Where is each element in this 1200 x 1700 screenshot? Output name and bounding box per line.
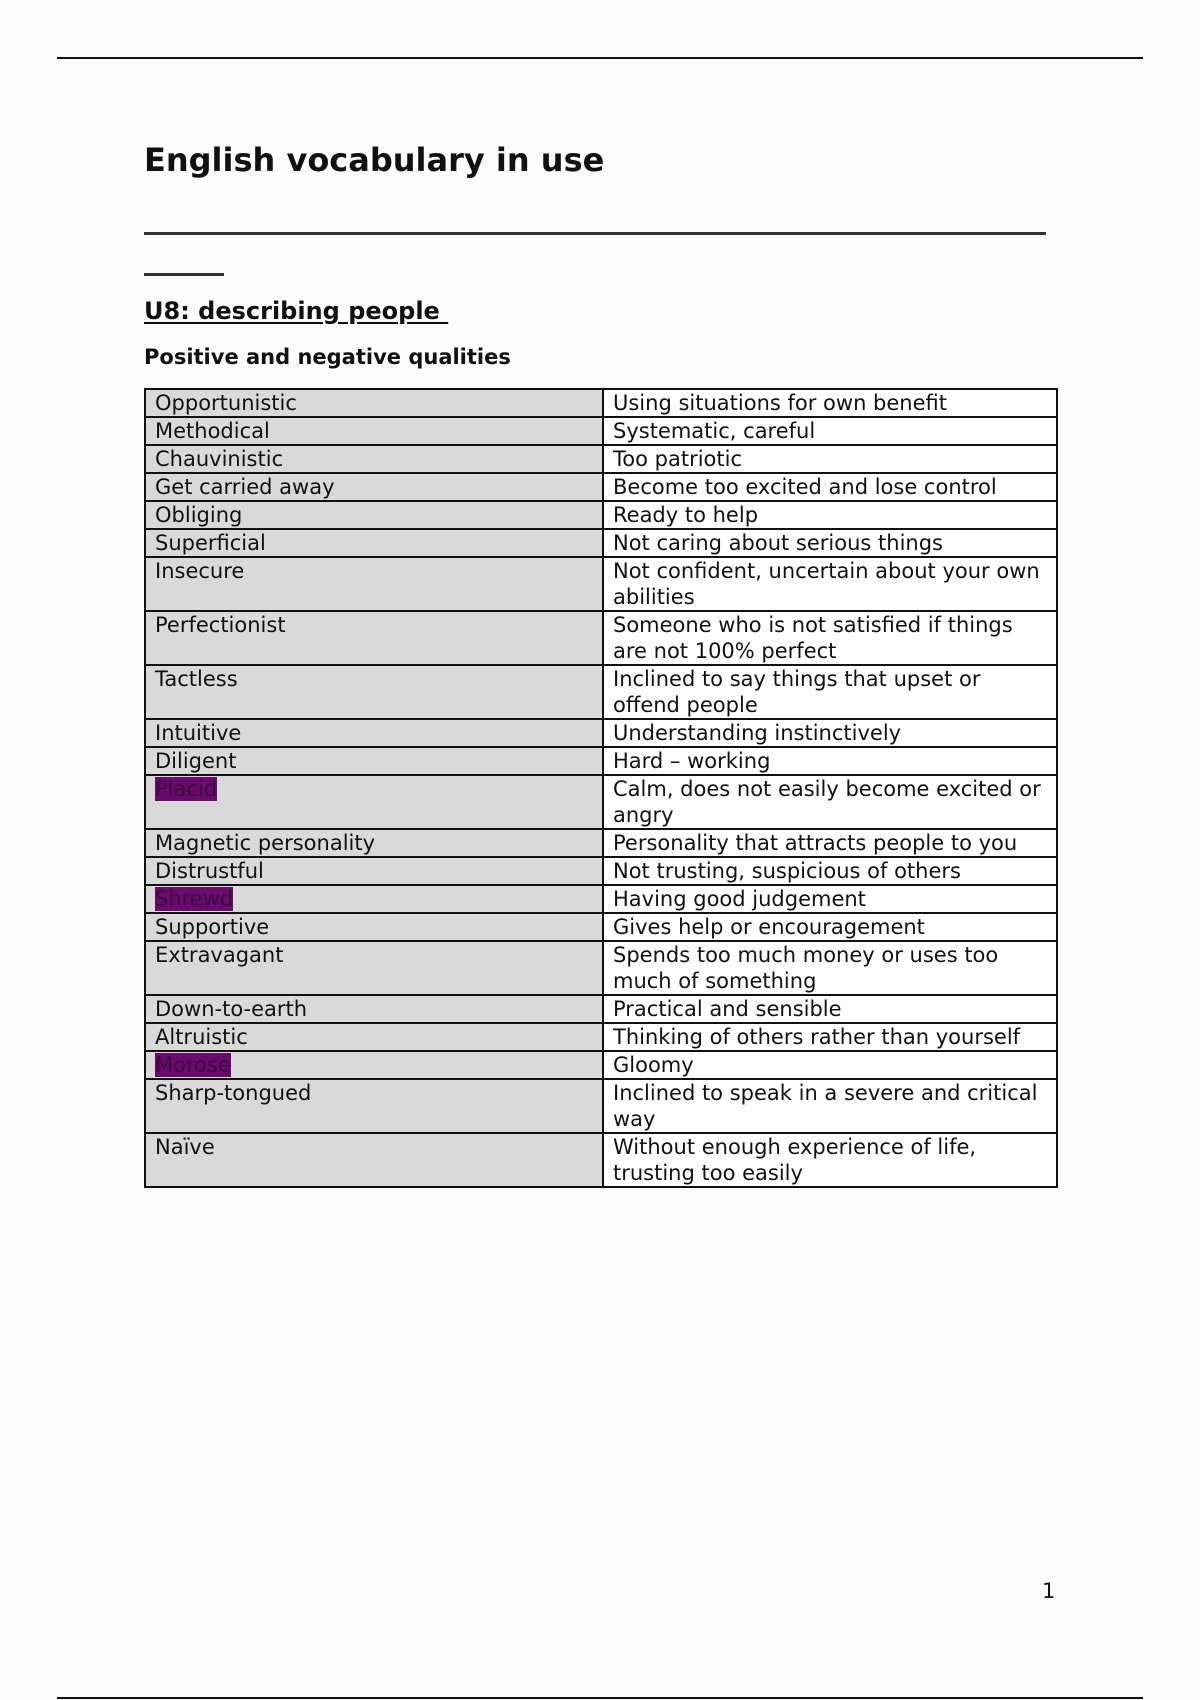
term-text: Get carried away — [155, 475, 335, 499]
page-top-rule — [57, 57, 1143, 59]
definition-cell — [603, 1133, 1057, 1187]
definition-text: Not confident, uncertain about your own abilities — [613, 559, 1040, 609]
term-text: Chauvinistic — [155, 447, 284, 471]
page-bottom-rule — [57, 1697, 1143, 1699]
term-text: Naïve — [155, 1135, 215, 1159]
document-title: English vocabulary in use — [144, 141, 605, 179]
definition-text: Inclined to say things that upset or offend people — [613, 667, 981, 717]
definition-cell — [603, 775, 1057, 829]
definition-text: Gives help or encouragement — [613, 915, 925, 939]
definition-cell — [603, 857, 1057, 885]
term-text: Down-to-earth — [155, 997, 308, 1021]
table-row — [145, 445, 1057, 473]
table-row — [145, 995, 1057, 1023]
term-text: Insecure — [155, 559, 245, 583]
term-cell — [145, 1051, 603, 1079]
definition-cell — [603, 1079, 1057, 1133]
term-cell — [145, 473, 603, 501]
term-cell — [145, 857, 603, 885]
table-row — [145, 1023, 1057, 1051]
table-row — [145, 529, 1057, 557]
definition-cell — [603, 885, 1057, 913]
term-text: Obliging — [155, 503, 243, 527]
definition-cell — [603, 473, 1057, 501]
definition-cell — [603, 829, 1057, 857]
definition-text: Having good judgement — [613, 887, 866, 911]
term-cell — [145, 501, 603, 529]
term-text: Distrustful — [155, 859, 264, 883]
table-row — [145, 719, 1057, 747]
term-cell — [145, 913, 603, 941]
table-row — [145, 747, 1057, 775]
term-text: Diligent — [155, 749, 237, 773]
table-row — [145, 1051, 1057, 1079]
term-text: Magnetic personality — [155, 831, 376, 855]
term-cell — [145, 529, 603, 557]
highlighted-term: Morose — [155, 1053, 231, 1077]
term-cell — [145, 995, 603, 1023]
term-cell — [145, 665, 603, 719]
term-cell — [145, 719, 603, 747]
term-cell — [145, 417, 603, 445]
term-text: Opportunistic — [155, 391, 297, 415]
term-cell — [145, 1079, 603, 1133]
definition-cell — [603, 747, 1057, 775]
term-text: Perfectionist — [155, 613, 286, 637]
table-row — [145, 501, 1057, 529]
definition-cell — [603, 941, 1057, 995]
term-text: Extravagant — [155, 943, 284, 967]
definition-text: Personality that attracts people to you — [613, 831, 1018, 855]
definition-text: Systematic, careful — [613, 419, 816, 443]
term-cell — [145, 775, 603, 829]
definition-text: Become too excited and lose control — [613, 475, 997, 499]
term-text: Sharp-tongued — [155, 1081, 312, 1105]
title-underline-rule — [144, 232, 1046, 235]
title-underline-rule-continued — [144, 273, 224, 276]
term-cell — [145, 389, 603, 417]
term-text: Superficial — [155, 531, 266, 555]
definition-cell — [603, 445, 1057, 473]
definition-cell — [603, 611, 1057, 665]
definition-cell — [603, 557, 1057, 611]
table-row — [145, 473, 1057, 501]
term-text: Supportive — [155, 915, 270, 939]
definition-cell — [603, 995, 1057, 1023]
term-cell — [145, 611, 603, 665]
definition-cell — [603, 417, 1057, 445]
section-heading: Positive and negative qualities — [144, 345, 511, 369]
term-cell — [145, 941, 603, 995]
table-row — [145, 665, 1057, 719]
definition-cell — [603, 529, 1057, 557]
term-text: Methodical — [155, 419, 270, 443]
definition-text: Understanding instinctively — [613, 721, 902, 745]
definition-text: Gloomy — [613, 1053, 694, 1077]
table-row — [145, 1079, 1057, 1133]
definition-text: Inclined to speak in a severe and critical way — [613, 1081, 1038, 1131]
table-row — [145, 557, 1057, 611]
page-number: 1 — [1042, 1579, 1056, 1603]
term-cell — [145, 445, 603, 473]
definition-cell — [603, 665, 1057, 719]
definition-cell — [603, 913, 1057, 941]
definition-cell — [603, 1051, 1057, 1079]
table-row — [145, 885, 1057, 913]
table-row — [145, 857, 1057, 885]
table-row — [145, 1133, 1057, 1187]
definition-text: Someone who is not satisfied if things are not 100% perfect — [613, 613, 1013, 663]
term-cell — [145, 885, 603, 913]
term-text: Intuitive — [155, 721, 242, 745]
definition-text: Not trusting, suspicious of others — [613, 859, 961, 883]
term-cell — [145, 1133, 603, 1187]
definition-text: Too patriotic — [613, 447, 742, 471]
definition-text: Not caring about serious things — [613, 531, 943, 555]
unit-heading: U8: describing people — [144, 297, 449, 325]
vocabulary-table — [144, 388, 1058, 1188]
highlighted-term: Placid — [155, 777, 218, 801]
term-text: Tactless — [155, 667, 238, 691]
term-cell — [145, 829, 603, 857]
table-row — [145, 913, 1057, 941]
vocabulary-table-body — [145, 389, 1057, 1187]
definition-cell — [603, 501, 1057, 529]
definition-text: Hard – working — [613, 749, 771, 773]
definition-text: Ready to help — [613, 503, 759, 527]
table-row — [145, 417, 1057, 445]
term-text: Altruistic — [155, 1025, 248, 1049]
definition-text: Without enough experience of life, trusting too easily — [613, 1135, 977, 1185]
definition-cell — [603, 719, 1057, 747]
term-cell — [145, 747, 603, 775]
term-cell — [145, 1023, 603, 1051]
definition-text: Practical and sensible — [613, 997, 842, 1021]
table-row — [145, 829, 1057, 857]
definition-text: Using situations for own benefit — [613, 391, 947, 415]
table-row — [145, 941, 1057, 995]
term-cell — [145, 557, 603, 611]
definition-text: Spends too much money or uses too much of something — [613, 943, 999, 993]
definition-text: Thinking of others rather than yourself — [613, 1025, 1021, 1049]
definition-cell — [603, 1023, 1057, 1051]
definition-text: Calm, does not easily become excited or angry — [613, 777, 1041, 827]
definition-cell — [603, 389, 1057, 417]
table-row — [145, 611, 1057, 665]
table-row — [145, 775, 1057, 829]
highlighted-term: Shrewd — [155, 887, 234, 911]
table-row — [145, 389, 1057, 417]
